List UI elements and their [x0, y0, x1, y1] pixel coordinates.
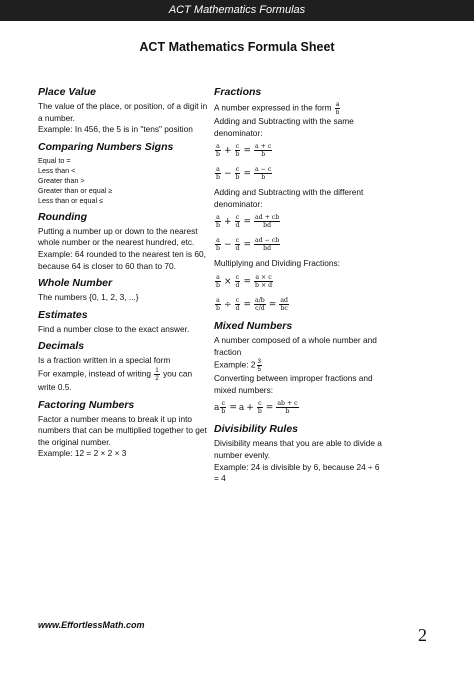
formula-divide: $\frac{a}{b}$ ÷ $\frac{c}{d}$ = $\frac{a/b}{c/d}$ = $\frac{ad}{bc}$: [216, 296, 288, 312]
formula-mixed: a $\frac{c}{b}$ = a + $\frac{c}{b}$ = $\frac{ab + c}{b}$: [214, 400, 298, 416]
definition-text: Factor a number means to break it up into numbers that can be multiplied together to get the original number.: [38, 413, 207, 447]
example-text: [38, 367, 210, 394]
example-text: Example: 12 = 2 × 2 × 3: [38, 448, 127, 459]
section-heading: Rounding: [38, 210, 87, 223]
comparison-item: Equal to =: [38, 155, 71, 165]
divisibility-section: [214, 423, 386, 484]
running-header: ACT Mathematics Formulas: [0, 0, 474, 21]
fraction: $\frac{a}{b}$: [335, 101, 340, 116]
rule-label: Converting between improper fractions and mixed numbers:: [214, 373, 373, 395]
section-heading: Place Value: [38, 86, 96, 98]
page-title: ACT Mathematics Formula Sheet: [139, 40, 335, 54]
comparison-item: Greater than >: [38, 175, 85, 185]
factoring-section: [38, 399, 210, 460]
definition-text: Is a fraction written in a special form: [38, 355, 171, 366]
right-column: [214, 86, 386, 490]
example-post: you can write 0.5.: [38, 368, 193, 392]
section-heading: Comparing Numbers Signs: [38, 140, 174, 153]
decimals-section: [38, 340, 210, 393]
section-heading: Fractions: [214, 86, 262, 98]
place-value-section: [38, 86, 210, 136]
mixed-numbers-section: [214, 320, 386, 418]
comparing-section: [38, 141, 210, 206]
formula-sub-same: $\frac{a}{b}$ − $\frac{c}{b}$ = $\frac{a - c}{b}$: [216, 166, 272, 182]
definition-text: Divisibility means that you are able to divide a number evenly.: [214, 438, 382, 460]
formula-multiply: $\frac{a}{b}$ × $\frac{c}{d}$ = $\frac{a \times c}{b \times d}$: [216, 273, 273, 289]
rule-label: Adding and Subtracting with the same denominator:: [214, 116, 354, 138]
comparison-item: Less than or equal ≤: [38, 195, 104, 205]
fractions-section: [214, 86, 386, 315]
fraction: $\frac{3}{5}$: [257, 358, 261, 374]
page-number: 2: [418, 625, 427, 645]
rule-label: Adding and Subtracting with the different denominator:: [214, 187, 364, 209]
section-heading: Estimates: [38, 308, 88, 321]
formula-add-diff: $\frac{a}{b}$ + $\frac{c}{d}$ = $\frac{ad + cb}{bd}$: [216, 214, 280, 230]
whole-number-section: [38, 277, 210, 304]
example-text: Example: 24 is divisible by 6, because 24 ÷ 6 = 4: [214, 461, 380, 484]
section-heading: Factoring Numbers: [38, 398, 135, 411]
example-pre: For example, instead of writing: [38, 368, 151, 379]
formula-sub-diff: $\frac{a}{b}$ − $\frac{c}{d}$ = $\frac{ad - cb}{bd}$: [216, 237, 280, 253]
example-text: Example: In 456, the 5 is in "tens" position: [38, 124, 193, 135]
section-heading: Whole Number: [38, 277, 113, 290]
definition-text: Find a number close to the exact answer.: [38, 323, 190, 334]
example-text: Example: 2 $\frac{3}{5}$: [214, 358, 261, 374]
section-heading: Decimals: [38, 340, 85, 353]
comparison-item: Greater than or equal ≥: [38, 185, 113, 195]
fraction: $\frac{1}{2}$: [155, 366, 159, 382]
example-text: Example: 64 rounded to the nearest ten is 60, because 64 is closer to 60 than to 70.: [38, 248, 206, 271]
section-heading: Divisibility Rules: [214, 423, 299, 436]
rule-label: Multiplying and Dividing Fractions:: [214, 258, 340, 269]
rounding-section: [38, 211, 210, 272]
footer-url: www.EffortlessMath.com: [38, 620, 145, 630]
comparison-item: Less than <: [38, 165, 76, 175]
definition-text: The numbers {0, 1, 2, 3, ...}: [38, 292, 139, 303]
left-column: [38, 86, 210, 465]
definition-text: The value of the place, or position, of a digit in a number.: [38, 101, 208, 123]
formula-add-same: $\frac{a}{b}$ + $\frac{c}{b}$ = $\frac{a + c}{b}$: [216, 143, 272, 159]
section-heading: Mixed Numbers: [214, 319, 293, 332]
definition-text: A number composed of a whole number and fraction: [214, 334, 377, 357]
definition-text: A number expressed in the form $\frac{a}{b}$: [214, 101, 340, 116]
estimates-section: [38, 309, 210, 336]
definition-text: Putting a number up or down to the nearest whole number or the nearest hundred, etc.: [38, 225, 198, 248]
